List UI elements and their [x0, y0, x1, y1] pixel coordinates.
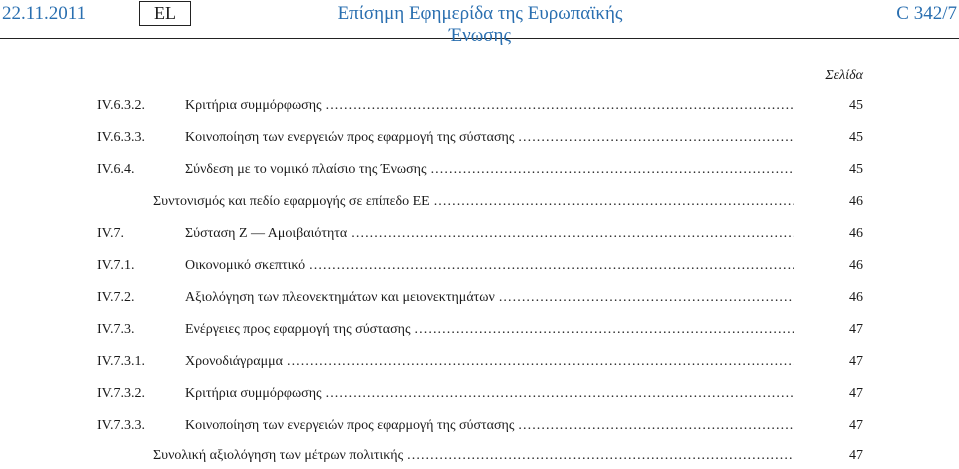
toc-entry: [0, 224, 959, 244]
header-language-box: EL: [139, 1, 191, 26]
page-header: [0, 0, 959, 46]
toc-entry-title: Ενέργειες προς εφαρμογή της σύστασης . . .: [185, 320, 794, 340]
toc-entry: [0, 256, 959, 276]
toc-entry: [0, 96, 959, 116]
toc-page-column-label: Σελίδα: [825, 68, 863, 83]
toc-entry-number: IV.7.1.: [97, 258, 135, 273]
toc-entry-page: 47: [849, 418, 863, 433]
toc-entry-title: Κριτήρια συμμόρφωσης . . .: [185, 384, 794, 404]
toc-entry-title: Σύνδεση με το νομικό πλαίσιο της Ένωσης . . .: [185, 160, 794, 180]
toc-entry-title: Κριτήρια συμμόρφωσης . . .: [185, 96, 794, 116]
toc-entry-number: IV.7.3.2.: [97, 386, 145, 401]
toc-entry-page: 45: [849, 98, 863, 113]
toc-entry: [0, 384, 959, 404]
toc-entry-page: 47: [849, 386, 863, 401]
toc-entry-number: IV.6.3.3.: [97, 130, 145, 145]
toc-entry-title: Οικονομικό σκεπτικό . . .: [185, 256, 794, 276]
toc-entry-number: IV.7.2.: [97, 290, 135, 305]
toc-entry-title: Συντονισμός και πεδίο εφαρμογής σε επίπεδο ΕΕ . . .: [153, 192, 794, 212]
toc-entry-page: 45: [849, 130, 863, 145]
toc-entry-page: 47: [849, 322, 863, 337]
toc-entry-page: 47: [849, 354, 863, 369]
toc-entry-title: Συνολική αξιολόγηση των μέτρων πολιτικής . . .: [153, 446, 794, 466]
toc-entry-number: IV.6.3.2.: [97, 98, 145, 113]
toc-entry: [0, 446, 959, 466]
toc-entry: [0, 288, 959, 308]
toc-entry-title: Κοινοποίηση των ενεργειών προς εφαρμογή της σύστασης . . .: [185, 416, 794, 436]
toc-entry-title: Κοινοποίηση των ενεργειών προς εφαρμογή της σύστασης . . .: [185, 128, 794, 148]
toc-entry: [0, 192, 959, 212]
toc-entry-number: IV.7.: [97, 226, 124, 241]
toc-entry-title: Σύσταση Ζ — Αμοιβαιότητα . . .: [185, 224, 794, 244]
toc-entry: [0, 128, 959, 148]
toc-entry-page: 46: [849, 194, 863, 209]
toc-entry-page: 45: [849, 162, 863, 177]
header-journal-title: Επίσημη Εφημερίδα της Ευρωπαϊκής Ένωσης: [337, 3, 623, 46]
toc-entry-number: IV.7.3.1.: [97, 354, 145, 369]
toc-entry-page: 46: [849, 226, 863, 241]
toc-entry-number: IV.7.3.: [97, 322, 135, 337]
toc-entry: [0, 160, 959, 180]
toc-entry-number: IV.7.3.3.: [97, 418, 145, 433]
header-date: 22.11.2011: [2, 3, 87, 24]
toc-entry-title: Χρονοδιάγραμμα . . .: [185, 352, 794, 372]
header-reference: C 342/7: [896, 3, 957, 24]
toc-entry: [0, 416, 959, 436]
toc-entry: [0, 352, 959, 372]
toc-entry-title: Αξιολόγηση των πλεονεκτημάτων και μειονεκτημάτων . . .: [185, 288, 794, 308]
toc-entry-page: 46: [849, 290, 863, 305]
toc-entry-number: IV.6.4.: [97, 162, 135, 177]
toc-entry-page: 47: [849, 448, 863, 463]
toc-entry: [0, 320, 959, 340]
toc-entry-page: 46: [849, 258, 863, 273]
